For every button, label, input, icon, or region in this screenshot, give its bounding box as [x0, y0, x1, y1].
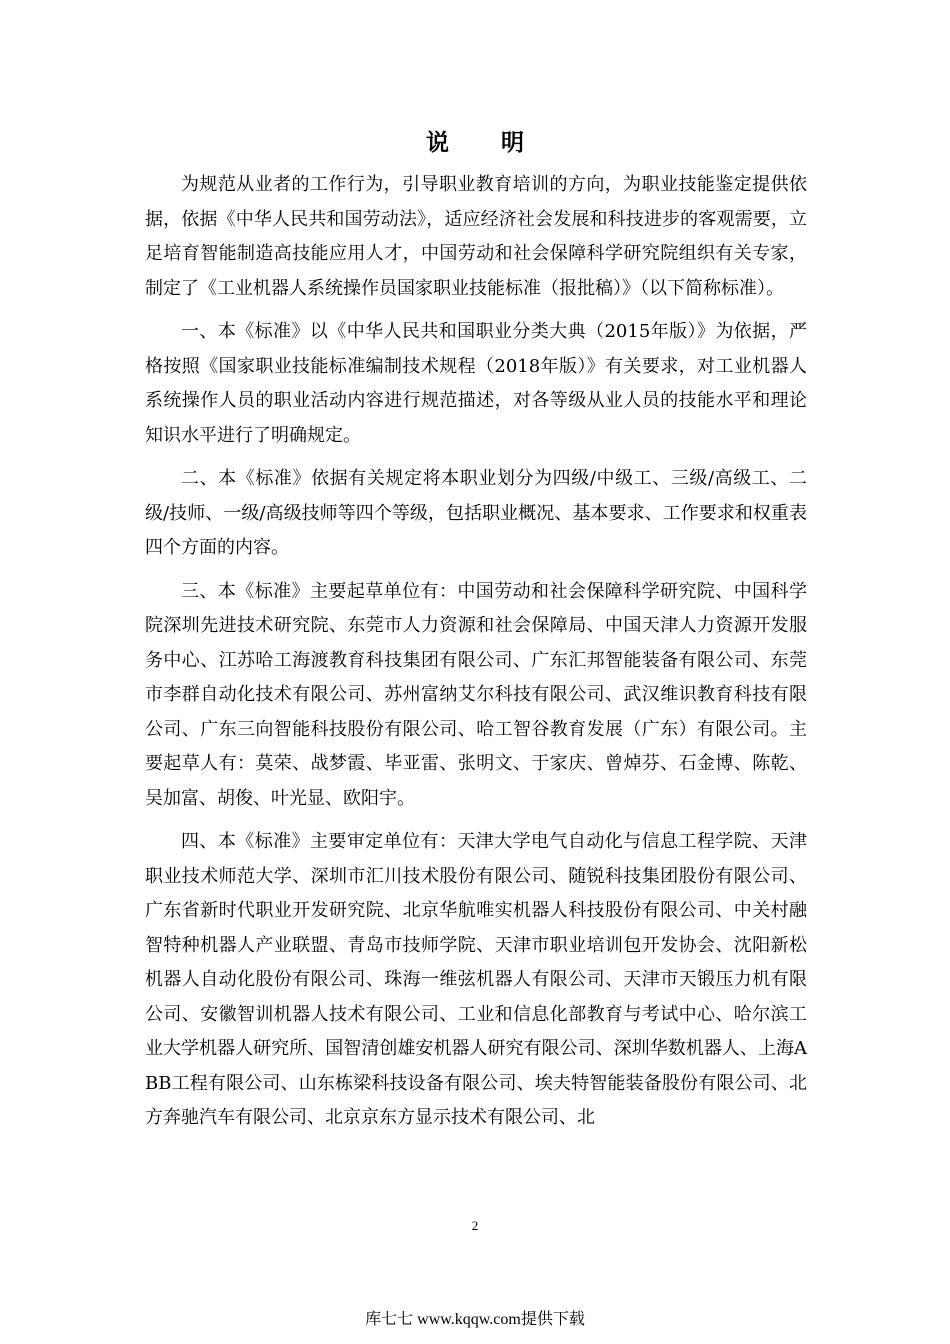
download-footer: 库七七 www.kqqw.com提供下载 — [365, 1311, 585, 1328]
page-title: 说 明 — [425, 129, 546, 156]
document-body — [145, 168, 807, 1145]
paragraph-item-3: 三、本《标准》主要起草单位有：中国劳动和社会保障科学研究院、中国科学院深圳先进技术研究院、东莞市人力资源和社会保障局、中国天津人力资源开发服务中心、江苏哈工海渡教育科技集团有限公司、广东汇邦智能装备有限公司、东莞市李群自动化技术有限公司、苏州富纳艾尔科技有限公司、武汉维识教育科技有限公司、广东三向智能科技股份有限公司、哈工智谷教育发展（广东）有限公司。主要起草人有：莫荣、战梦霞、毕亚雷、张明文、于家庆、曾焯芬、石金博、陈乾、吴加富、胡俊、叶光显、欧阳宇。 — [145, 580, 807, 809]
paragraph-intro: 为规范从业者的工作行为，引导职业教育培训的方向，为职业技能鉴定提供依据，依据《中华人民共和国劳动法》，适应经济社会发展和科技进步的客观需要，立足培育智能制造高技能应用人才，中国劳动和社会保障科学研究院组织有关专家，制定了《工业机器人系统操作员国家职业技能标准（报批稿）》（以下简称标准）。 — [145, 174, 807, 299]
page-number: 2 — [471, 1218, 479, 1233]
paragraph-item-2: 二、本《标准》依据有关规定将本职业划分为四级/中级工、三级/高级工、二级/技师、一级/高级技师等四个等级，包括职业概况、基本要求、工作要求和权重表四个方面的内容。 — [145, 468, 807, 558]
paragraph-item-1: 一、本《标准》以《中华人民共和国职业分类大典（2015年版）》为依据，严格按照《国家职业技能标准编制技术规程（2018年版）》有关要求，对工业机器人系统操作人员的职业活动内容进行规范描述，对各等级从业人员的技能水平和理论知识水平进行了明确规定。 — [145, 321, 807, 446]
paragraph-item-4: 四、本《标准》主要审定单位有：天津大学电气自动化与信息工程学院、天津职业技术师范大学、深圳市汇川技术股份有限公司、随锐科技集团股份有限公司、广东省新时代职业开发研究院、北京华航唯实机器人科技股份有限公司、中关村融智特种机器人产业联盟、青岛市技师学院、天津市职业培训包开发协会、沈阳新松机器人自动化股份有限公司、珠海一维弦机器人有限公司、天津市天锻压力机有限公司、安徽智训机器人技术有限公司、工业和信息化部教育与考试中心、哈尔滨工业大学机器人研究所、国智清创雄安机器人研究有限公司、深圳华数机器人、上海ABB工程有限公司、山东栋梁科技设备有限公司、埃夫特智能装备股份有限公司、北方奔驰汽车有限公司、北京京东方显示技术有限公司、北 — [145, 831, 807, 1128]
